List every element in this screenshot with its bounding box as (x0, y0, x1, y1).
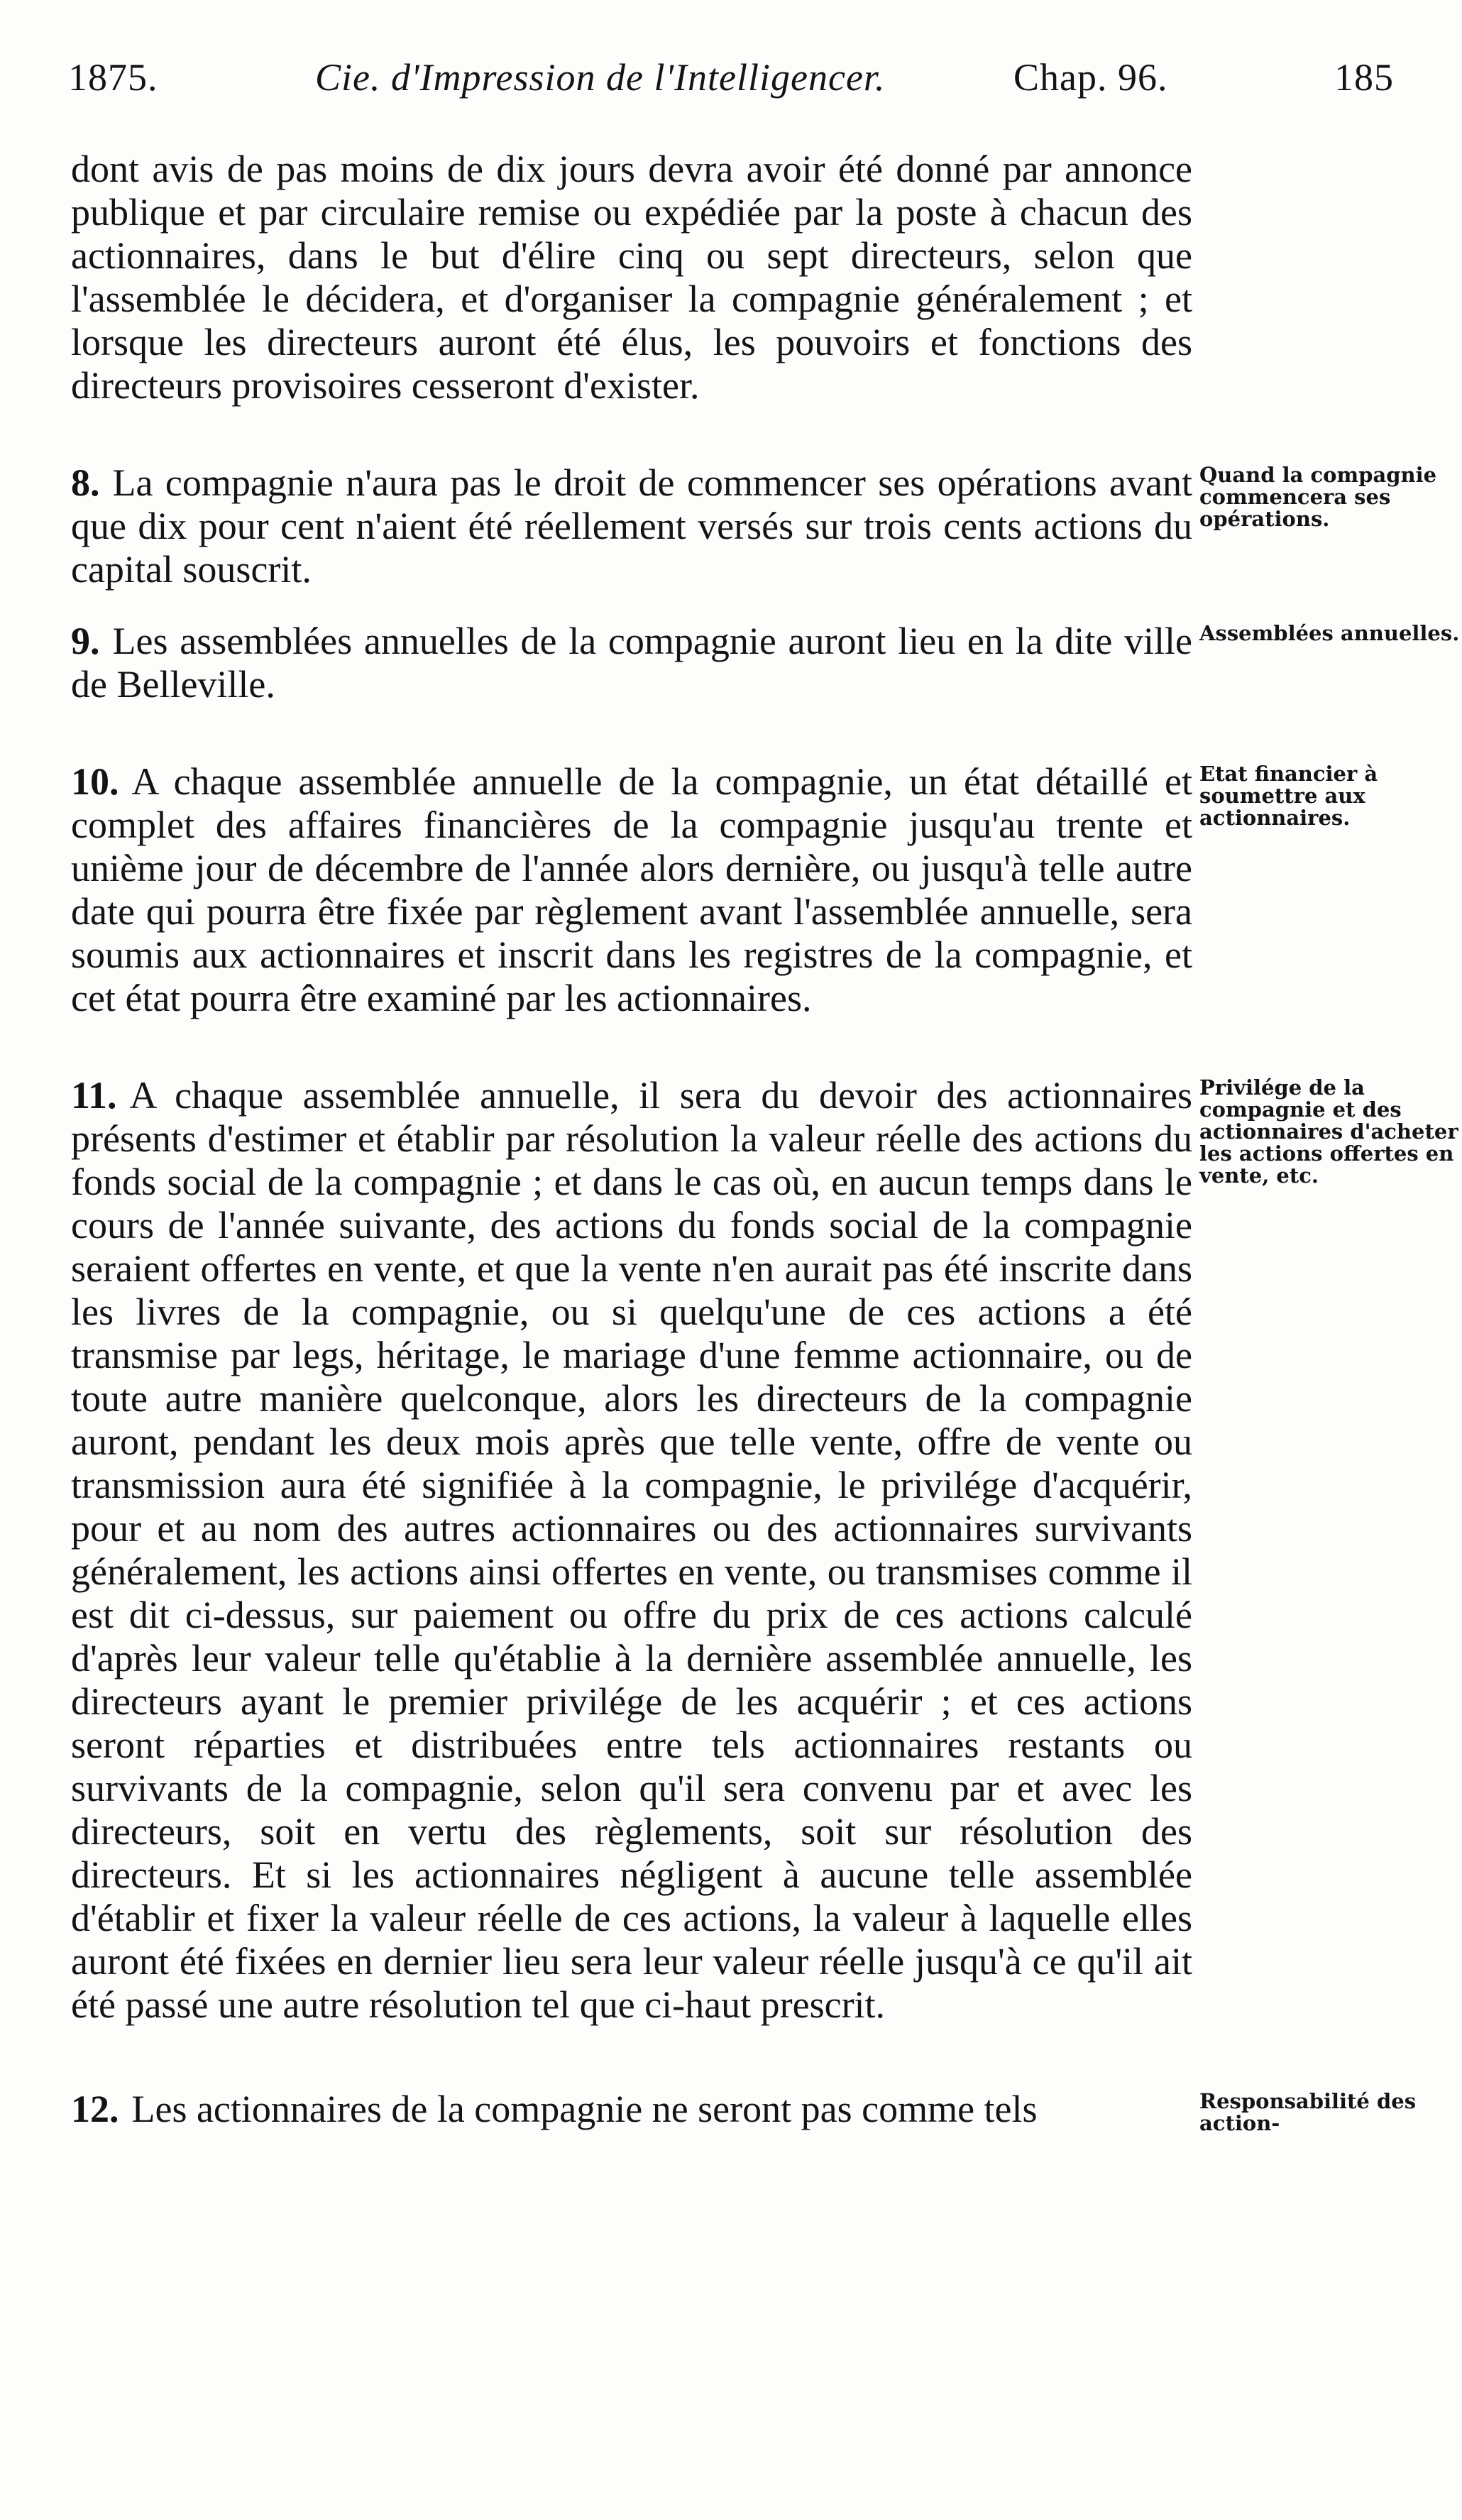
section-12-margin-note: Responsabilité des action- (1199, 2089, 1417, 2135)
section-11 (71, 1074, 1458, 2027)
document-body (71, 148, 1460, 2135)
section-12 (71, 2088, 1417, 2135)
section-12-text: Les actionnaires de la compagnie ne seront pas comme tels (131, 2088, 1038, 2130)
section-8-number: 8. (71, 461, 100, 504)
section-8 (71, 461, 1437, 591)
section-9-number: 9. (71, 620, 100, 662)
page-number: 185 (1334, 56, 1394, 99)
section-10-text: A chaque assemblée annuelle de la compagnie, un état détaillé et complet des affaires financières de la compagnie jusqu'au trente et unième jour de décembre de l'année alors dernière, ou jusqu'à telle autre date qui pourra être fixée par règlement avant l'assemblée annuelle, sera soumis aux actionnaires et inscrit dans les registres de la compagnie, et cet état pourra être examiné par les actionnaires. (71, 760, 1192, 1019)
section-8-margin-note: Quand la compagnie commencera ses opérations. (1199, 463, 1437, 531)
section-9-text: Les assemblées annuelles de la compagnie auront lieu en la dite ville de Belleville. (71, 620, 1192, 706)
header-chapter: Chap. 96. (1013, 56, 1168, 99)
section-8-text: La compagnie n'aura pas le droit de commencer ses opérations avant que dix pour cent n'aient été réellement versés sur trois cents actions du capital souscrit. (71, 461, 1192, 591)
section-10-margin-note: Etat financier à soumettre aux actionnaires. (1199, 762, 1378, 830)
section-11-text: A chaque assemblée annuelle, il sera du devoir des actionnaires présents d'estimer et établir par résolution la valeur réelle des actions du fonds social de la compagnie ; et dans le cas où, en aucun temps dans le cours de l'année suivante, des actions du fonds social de la compagnie seraient offertes en vente, et que la vente n'en aurait pas été inscrite dans les livres de la compagnie, ou si quelqu'une de ces actions a été transmise par legs, héritage, le mariage d'une femme actionnaire, ou de toute autre manière quelconque, alors les directeurs de la compagnie auront, pendant les deux mois après que telle vente, offre de vente ou transmission aura été signifiée à la compagnie, le privilége d'acquérir, pour et au nom des autres actionnaires ou des actionnaires survivants généralement, les actions ainsi offertes en vente, ou transmises comme il est dit ci-dessus, sur paiement ou offre du prix de ces actions calculé d'après leur valeur telle qu'établie à la dernière assemblée annuelle, les directeurs ayant le premier privilége de les acquérir ; et ces actions seront réparties et distribuées entre tels actionnaires restants ou survivants de la compagnie, selon qu'il sera convenu par et avec les directeurs, soit en vertu des règlements, soit sur résolution des directeurs. Et si les actionnaires négligent à aucune telle assemblée d'établir et fixer la valeur réelle de ces actions, la valeur à laquelle elles auront été fixées en dernier lieu sera leur valeur réelle jusqu'à ce qu'il ait été passé une autre résolution tel que ci-haut prescrit. (71, 1074, 1192, 2026)
section-11-margin-note: Privilége de la compagnie et des actionnaires d'acheter les actions offertes en vente, etc. (1199, 1075, 1458, 1188)
header-year: 1875. (68, 56, 158, 99)
page-header (68, 55, 1402, 105)
section-9 (71, 620, 1460, 706)
section-10-number: 10. (71, 760, 119, 803)
opening-paragraph: dont avis de pas moins de dix jours devra avoir été donné par annonce publique et par circulaire remise ou expédiée par la poste à chacun des actionnaires, dans le but d'élire cinq ou sept directeurs, selon que l'assemblée le décidera, et d'organiser la compagnie généralement ; et lorsque les directeurs auront été élus, les pouvoirs et fonctions des directeurs provisoires cesseront d'exister. (71, 148, 1192, 407)
header-title: Cie. d'Impression de l'Intelligencer. (315, 56, 886, 99)
section-12-number: 12. (71, 2088, 119, 2130)
section-10 (71, 760, 1378, 1020)
section-11-number: 11. (71, 1074, 117, 1117)
section-9-margin-note: Assemblées annuelles. (1199, 621, 1460, 645)
